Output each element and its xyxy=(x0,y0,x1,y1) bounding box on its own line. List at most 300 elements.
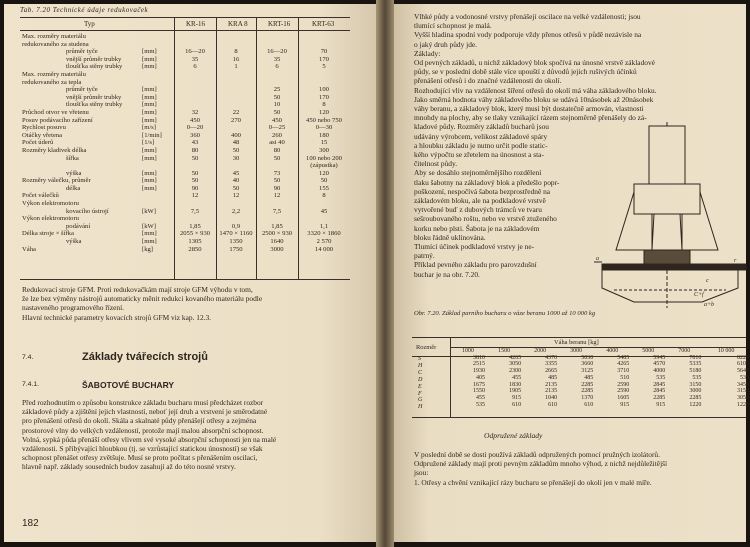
wtable-col-head: 3000 xyxy=(570,348,583,354)
param-value: 1640 xyxy=(270,238,284,246)
param-unit: [kW] xyxy=(142,222,156,230)
col-header-1: KR-16 xyxy=(186,20,206,28)
param-value: 90 xyxy=(273,184,281,192)
param-value: 12 xyxy=(273,192,281,200)
wtable-cell: 4265 xyxy=(509,354,522,361)
param-label: průměr tyče xyxy=(66,86,98,94)
param-value: 50 xyxy=(232,184,240,192)
wtable-cell: 2285 xyxy=(653,394,666,401)
param-label: výška xyxy=(66,169,82,177)
wtable-cell: 1905 xyxy=(509,388,522,395)
wtable-row-key: E xyxy=(418,383,422,390)
text-line: Základy: xyxy=(414,48,441,58)
wtable-cell: 455 xyxy=(512,374,522,381)
param-label: Max. rozměry materiálu xyxy=(22,33,86,40)
text-line: Příklad pevného základu pro parovzdušní xyxy=(414,260,537,270)
fig-label-r: r xyxy=(734,258,737,264)
param-value: 14 000 xyxy=(314,245,334,253)
param-label: Výkon elektromotoru xyxy=(22,215,79,223)
text-line: o jaký druh půdy jde. xyxy=(414,39,478,49)
text-line: Vyšší hladina spodní vody podporuje vždy přenos otřesů v půdě nezávisle na xyxy=(414,30,642,40)
param-value: 100 nebo 200 xyxy=(306,154,342,162)
param-value: 32 xyxy=(191,108,199,116)
col-header-4: KRT-63 xyxy=(312,20,335,28)
wtable-col-head: 5000 xyxy=(642,348,655,354)
param-value xyxy=(216,124,256,132)
param-value: 0—25 xyxy=(268,124,286,132)
param-value xyxy=(216,215,256,223)
wtable-cell: 405 xyxy=(476,374,486,381)
wtable-cell: 2135 xyxy=(545,381,558,388)
param-unit: [1/min] xyxy=(142,131,162,139)
param-unit: [m/s] xyxy=(142,124,156,132)
wtable-row-key: S xyxy=(418,356,421,362)
param-value xyxy=(174,94,216,102)
text-line: Tlumící účinek podkladové vrstvy je ne- xyxy=(414,242,535,252)
param-value: 50 xyxy=(273,154,281,162)
param-unit: [mm] xyxy=(142,55,157,63)
param-value xyxy=(174,79,216,87)
wtable-row-key: C xyxy=(418,369,423,376)
text-line: váhy beranu, a základový blok, který musí být dostatečně armován, vlastnosti xyxy=(414,104,644,114)
param-value: 43 xyxy=(191,139,199,147)
wtable-col-head: 10 000 xyxy=(717,348,735,354)
param-unit xyxy=(140,71,174,79)
table-row xyxy=(20,147,350,155)
param-value xyxy=(256,41,298,49)
param-unit xyxy=(140,162,174,170)
wtable-row-head: Rozměr xyxy=(416,344,437,351)
text-line: Před rozhodnutím o způsobu konstrukce základu bucharu musí předcházet rozbor xyxy=(22,398,264,407)
wtable-col-head: 1500 xyxy=(498,348,511,354)
text-line: buchar je na obr. 7.20. xyxy=(414,269,480,279)
param-value: 30 xyxy=(232,154,240,162)
param-unit xyxy=(140,215,174,223)
param-value xyxy=(174,200,216,208)
param-label: vnější průměr trubky xyxy=(66,93,122,101)
param-value: 5 xyxy=(322,63,326,71)
param-label: výška xyxy=(66,238,82,246)
wtable-cell: 3660 xyxy=(581,361,594,368)
fig-label-a: a xyxy=(596,256,599,262)
wtable-col-head: 1000 xyxy=(462,348,475,354)
param-label: Počet úderů xyxy=(22,139,54,147)
text-line: mnohdy na plochy, aby se tlaky vznikající rázem stejnoměrně přenášely do zá- xyxy=(414,113,647,123)
table-row xyxy=(450,375,750,382)
param-unit xyxy=(140,33,174,41)
wtable-cell: 8225 xyxy=(737,354,749,361)
text-line: hlavně např. základy sousedních budov zasahují až do této nosné vrstvy. xyxy=(22,462,236,472)
param-value xyxy=(298,71,350,79)
wtable-row-key: H xyxy=(418,362,423,369)
param-value: 270 xyxy=(231,116,241,124)
text-line: základovém bloku, ale na podkladové vrstvě xyxy=(414,196,546,206)
param-value: 22 xyxy=(232,108,240,116)
table-row xyxy=(20,124,350,132)
param-unit: [mm] xyxy=(142,63,157,71)
param-value: 50 xyxy=(273,93,281,101)
table-row xyxy=(450,402,750,409)
param-value xyxy=(216,86,256,94)
text-line: V poslední době se dosti používá základů odpružených pomocí pružných izolátorů. xyxy=(414,450,660,459)
text-line: Odpružené základy mají proti pevným základům mnoho výhod, z nichž nejdůležitější xyxy=(414,459,668,469)
param-value: 50 xyxy=(232,146,240,154)
wtable-cell: 3150 xyxy=(737,388,749,395)
param-value: 3000 xyxy=(270,245,284,253)
table-row xyxy=(20,33,350,41)
table-row xyxy=(20,41,350,49)
text-line: Od pevných základů, u nichž základový blok spočívá na únosné vrstvě základové xyxy=(414,58,655,68)
wtable-row-key: G xyxy=(418,397,423,404)
param-value xyxy=(216,41,256,49)
param-value xyxy=(216,200,256,208)
param-value: 1750 xyxy=(229,245,243,253)
text-line: udávány výrobcem, velikost základové spáry xyxy=(414,131,548,141)
param-unit: [mm] xyxy=(142,101,157,109)
paragraph-foundations xyxy=(22,398,276,472)
wtable-cell: 2590 xyxy=(617,388,630,395)
param-value xyxy=(174,215,216,223)
wtable-cell: 4370 xyxy=(545,354,558,361)
param-value: 16—20 xyxy=(185,48,205,56)
table-row xyxy=(450,355,750,362)
text-line: že lze bez výměny nástrojů automaticky měnit redukci kovaného materiálu podle xyxy=(22,294,263,304)
table-row xyxy=(20,177,350,185)
wtable-cell: 5335 xyxy=(689,361,702,368)
param-label: tloušťka stěny trubky xyxy=(66,63,123,71)
param-unit: [mm] xyxy=(142,154,157,162)
table-row xyxy=(20,238,350,246)
param-value: 35 xyxy=(273,55,281,63)
param-label: Max. rozměry materiálu xyxy=(22,70,86,78)
page-number: 182 xyxy=(22,518,39,529)
right-page xyxy=(394,4,749,542)
param-value: 7,5 xyxy=(190,207,200,215)
param-label: Rozměry válečku, průměr xyxy=(22,177,91,185)
param-value: 6 xyxy=(193,63,197,71)
param-value xyxy=(298,41,350,49)
wtable-cell: 3000 xyxy=(689,388,702,395)
wtable-cell: 2300 xyxy=(509,368,522,375)
table-row xyxy=(20,215,350,223)
wtable-cell: 5030 xyxy=(581,354,594,361)
param-value xyxy=(174,162,216,170)
wtable-cell: 1220 xyxy=(737,401,749,408)
wtable-cell: 3050 xyxy=(737,394,749,401)
param-value: 90 xyxy=(191,184,199,192)
text-line: kladové půdy. Rozměry základů bucharů jsou xyxy=(414,122,549,132)
param-value: 2500 × 930 xyxy=(261,230,293,238)
param-label: Délka stroje × šířka xyxy=(22,230,74,238)
param-value: 16 xyxy=(232,55,240,63)
col-header-typ: Typ xyxy=(84,20,95,28)
wtable-cell: 2845 xyxy=(653,388,666,395)
text-line: základové půdy a zjištění jejich vlastností, neboť její druh a vrstvení je směrodatné xyxy=(22,407,268,417)
param-value: 1470 × 1160 xyxy=(219,230,253,238)
subsection-title-sprung: Odpružené základy xyxy=(484,431,543,440)
weight-table xyxy=(450,348,750,408)
param-value: 45 xyxy=(320,207,328,215)
wtable-cell: 535 xyxy=(692,374,702,381)
param-unit xyxy=(140,192,174,200)
table-row xyxy=(20,71,350,79)
text-line: Hlavní technické parametry kovacích strojů GFM viz kap. 12.3. xyxy=(22,312,212,322)
table-row xyxy=(20,155,350,163)
table-row xyxy=(20,230,350,238)
wtable-cell: 2845 xyxy=(653,381,666,388)
param-value: 80 xyxy=(273,146,281,154)
wtable-cell: 4000 xyxy=(653,368,666,375)
param-value: asi 40 xyxy=(269,139,285,147)
param-value xyxy=(174,101,216,109)
section-title: Základy tvářecích strojů xyxy=(82,351,208,363)
param-unit: [mm] xyxy=(142,146,157,154)
fig-label-c: c xyxy=(706,278,709,284)
wtable-cell: 6100 xyxy=(737,361,749,368)
wtable-row-key: D xyxy=(418,376,423,383)
param-value: 6 xyxy=(275,63,279,71)
text-line: Rozhodující vliv na vzdálenost šíření otřesů do okolí má váha základového bloku. xyxy=(414,85,657,95)
param-value xyxy=(298,33,350,41)
wtable-cell: 915 xyxy=(512,394,522,401)
wtable-cell: 4265 xyxy=(617,361,630,368)
param-value: 10 xyxy=(273,101,281,109)
wtable-cell: 915 xyxy=(620,401,630,408)
param-unit: [mm] xyxy=(142,86,157,94)
wtable-cell: 3050 xyxy=(509,361,522,368)
text-line: Redukovací stroje GFM. Proti redukovačkám mají stroje GFM výhodu v tom, xyxy=(22,285,253,294)
param-value xyxy=(216,79,256,87)
table-header-rule xyxy=(20,30,350,31)
param-unit: [mm] xyxy=(142,169,157,177)
param-value: 0—30 xyxy=(315,124,333,132)
param-value: 40 xyxy=(232,177,240,185)
text-line: vytvořené buď z dubových trámců ve tvaru xyxy=(414,205,542,215)
text-line: a hloubku základu je nutno určit podle static- xyxy=(414,140,548,150)
param-value xyxy=(298,200,350,208)
wtable-cell: 610 xyxy=(512,401,522,408)
left-page xyxy=(4,4,376,542)
wtable-cell: 2285 xyxy=(689,394,702,401)
section-number: 7.4. xyxy=(22,354,34,361)
paragraph-sprung xyxy=(414,450,667,487)
table-row xyxy=(20,117,350,125)
wtable-cell: 1830 xyxy=(509,381,522,388)
param-value: 50 xyxy=(273,108,281,116)
text-line: Aby se dosáhlo stejnoměrnějšího rozdělení xyxy=(414,168,542,178)
param-value: 15 xyxy=(320,139,328,147)
table-row xyxy=(20,79,350,87)
wtable-cell: 1550 xyxy=(473,388,486,395)
param-value: 25 xyxy=(273,86,281,94)
param-unit: [mm] xyxy=(142,230,157,238)
param-value: 50 xyxy=(191,169,199,177)
param-value: 2,2 xyxy=(231,207,241,215)
text-line: schopnost přenášet otřesy zvětšuje. Musí se proto počítat s přenášením oscilací, xyxy=(22,453,258,463)
param-value: 50 xyxy=(191,177,199,185)
wtable-col-head: 4000 xyxy=(606,348,619,354)
param-label: Váha xyxy=(22,245,36,253)
param-value: 170 xyxy=(319,55,329,63)
text-line: korku nebo plsti. Šabota je na základovém xyxy=(414,223,540,233)
param-unit xyxy=(140,41,174,49)
wtable-cell: 5945 xyxy=(653,354,666,361)
param-value xyxy=(174,86,216,94)
wtable-col-head: 2000 xyxy=(534,348,547,354)
param-unit: [mm] xyxy=(142,238,157,246)
param-value xyxy=(256,215,298,223)
text-line: bloku řádně uklínována. xyxy=(414,232,486,242)
param-value: 50 xyxy=(320,177,328,185)
param-label: podávání xyxy=(66,222,91,230)
table-bottom-rule xyxy=(20,279,350,280)
param-label: Průchod otvor ve vřetenu xyxy=(22,108,89,116)
wtable-cell: 485 xyxy=(584,374,594,381)
param-value: 360 xyxy=(190,131,200,139)
subsection-number: 7.4.1. xyxy=(22,381,40,388)
param-value: 450 xyxy=(272,116,282,124)
table-row xyxy=(20,56,350,64)
param-unit: [mm] xyxy=(142,177,157,185)
table-row xyxy=(20,94,350,102)
param-label xyxy=(20,162,140,170)
param-value xyxy=(256,200,298,208)
text-line: tlaku šabotny na základový blok a předešlo popr- xyxy=(414,177,560,187)
fig-label-ab: a+b xyxy=(704,302,715,308)
text-line: čitelnost půdy. xyxy=(414,159,458,169)
text-line: vzdálenosti. S přibývající hloubkou (tj. se vzrůstající statickou únosností) se však xyxy=(22,444,263,454)
wtable-cell: 2285 xyxy=(581,381,594,388)
hammer-foundation-drawing xyxy=(594,122,746,308)
param-unit: [mm] xyxy=(142,108,157,116)
param-value: 2 570 xyxy=(316,238,332,246)
table-row xyxy=(450,361,750,368)
param-unit xyxy=(140,200,174,208)
param-value: 50 xyxy=(273,177,281,185)
text-line: Volná, sypká půda přenáší otřesy vlivem své vysoké absorpční schopnosti jen na malé xyxy=(22,434,277,444)
param-label: Posuv podávacího zařízení xyxy=(22,116,93,124)
wtable-cell: 7010 xyxy=(689,354,702,361)
text-line: Vlhké půdy a vodonosné vrstvy přenášejí oscilace na velké vzdálenosti; jsou xyxy=(414,12,641,21)
param-value xyxy=(216,94,256,102)
param-value xyxy=(174,41,216,49)
param-value xyxy=(298,215,350,223)
figure-caption: Obr. 7.20. Základ parního bucharu o váze beranu 1000 až 10 000 kg xyxy=(414,310,596,317)
subsection-title: ŠABOTOVÉ BUCHARY xyxy=(82,380,175,390)
table-row xyxy=(20,223,350,231)
param-value: 1350 xyxy=(229,238,243,246)
param-value xyxy=(174,33,216,41)
table-row xyxy=(20,101,350,109)
wtable-header-row xyxy=(450,348,750,355)
param-label: kovacího ústrojí xyxy=(66,207,109,215)
param-value: 180 xyxy=(319,131,329,139)
param-value: 120 xyxy=(319,169,329,177)
wtable-cell: 1040 xyxy=(545,394,558,401)
wtable-bottom-rule xyxy=(412,417,746,418)
table-row xyxy=(20,200,350,208)
wtable-cell: 5640 xyxy=(737,368,749,375)
wtable-cell: 3150 xyxy=(689,381,702,388)
param-value xyxy=(298,79,350,87)
wtable-cell: 610 xyxy=(548,401,558,408)
param-value: 0—20 xyxy=(186,124,204,132)
param-value xyxy=(256,71,298,79)
param-value: 70 xyxy=(320,48,328,56)
wtable-cell: 5485 xyxy=(617,354,630,361)
param-unit: [kW] xyxy=(142,207,156,215)
param-unit: [mm] xyxy=(142,93,157,101)
wtable-cell: 610 xyxy=(584,401,594,408)
param-value: 2055 × 930 xyxy=(179,230,211,238)
param-value: 73 xyxy=(273,169,281,177)
book-gutter xyxy=(376,0,394,547)
col-header-2: KRA 8 xyxy=(228,20,248,28)
wtable-cell: 3125 xyxy=(581,368,594,375)
wtable-cell: 510 xyxy=(620,374,630,381)
wtable-cell: 455 xyxy=(476,394,486,401)
table-row xyxy=(450,388,750,395)
param-label: Výkon elektromotoru xyxy=(22,200,79,208)
table-row xyxy=(20,162,350,170)
text-line: poškození, nespočívá šabota bezprostředně na xyxy=(414,186,551,196)
param-value: 16—20 xyxy=(267,48,287,56)
wtable-cell: 535 xyxy=(476,401,486,408)
param-unit: [kg] xyxy=(142,245,153,253)
param-value: 450 xyxy=(190,116,200,124)
text-line: jsou: xyxy=(414,468,429,478)
table-row xyxy=(20,185,350,193)
wtable-cell: 2285 xyxy=(581,388,594,395)
param-value: 100 xyxy=(319,86,329,94)
param-value: 45 xyxy=(232,169,240,177)
param-label: průměr tyče xyxy=(66,48,98,56)
table-row xyxy=(20,170,350,178)
paragraph-gfm xyxy=(22,285,262,322)
param-unit xyxy=(140,79,174,87)
table-row xyxy=(450,368,750,375)
param-value: 1,1 xyxy=(319,222,329,230)
table-top-rule xyxy=(20,17,350,18)
text-line: přenášení otřesů i do značné vzdálenosti do okolí. xyxy=(414,76,562,86)
param-value: 48 xyxy=(232,139,240,147)
param-unit: [mm] xyxy=(142,48,157,56)
wtable-cell: 535 xyxy=(740,374,749,381)
param-value xyxy=(216,71,256,79)
param-value: 12 xyxy=(232,192,240,200)
table-row xyxy=(20,86,350,94)
wtable-cell: 4570 xyxy=(653,361,666,368)
param-value: 400 xyxy=(231,131,241,139)
param-value: 12 xyxy=(191,192,199,200)
param-value: 3320 × 1860 xyxy=(307,230,341,238)
wtable-row-key: H xyxy=(418,404,423,411)
wtable-cell: 5180 xyxy=(689,368,702,375)
param-value: 155 xyxy=(319,184,329,192)
param-value xyxy=(216,101,256,109)
param-value xyxy=(256,79,298,87)
param-label: šířka xyxy=(66,154,79,162)
param-label: redukovaného za studena xyxy=(22,40,89,48)
param-label: délka xyxy=(66,184,81,192)
wtable-row-key: F xyxy=(418,390,422,397)
wtable-cell: 485 xyxy=(548,374,558,381)
param-value: 1305 xyxy=(188,238,202,246)
table-row xyxy=(20,208,350,216)
param-unit: [mm] xyxy=(142,116,157,124)
param-value xyxy=(256,162,298,170)
wtable-cell: 535 xyxy=(656,374,666,381)
